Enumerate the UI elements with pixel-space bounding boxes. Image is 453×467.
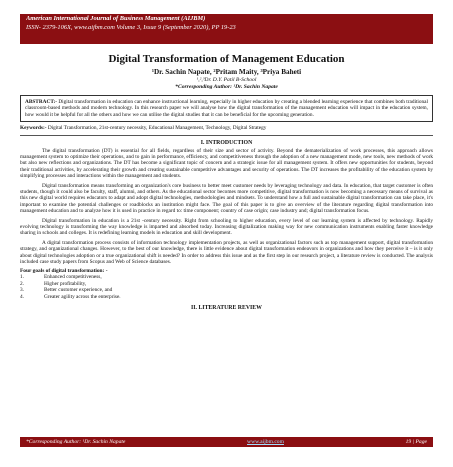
intro-paragraph-1: The digital transformation (DT) is essential for all fields, regardless of their size and sector of activity. Beyond the dematerialization of work processes, this approach allows management system to optimize their operations, and to gain in performance, efficiency, and competitiveness through the adoption of a new management mode, new tools, new methods of work but also new reflections and organizations. The DT has become a significant topic of concern and a strategic issue for all management system. It offers new opportunities for students, beyond their traditional activities, by accelerating their growth and creating sustainable competitive advantages and security of operations. The DT increases the profitability of the education system by simplifying processes and interactions within the management and students. [20, 147, 433, 180]
journal-name: American International Journal of Business Management (AIJBM) [26, 15, 206, 22]
keywords [20, 125, 433, 132]
paper-title: Digital Transformation of Management Education [108, 53, 345, 65]
page-footer [20, 437, 433, 447]
intro-paragraph-2: Digital transformation means transforming an organization's core business to better meet customer needs by leveraging technology and data. In education, that target customer is often students, though it could also be faculty, staff, alumni, and others. As the educational sector becomes more competitive, digital transformation is now becoming a necessary means of survival as this new digital world requires educators to adapt and adopt digital technologies, methodologies and mindsets. To understand how a full and sustainable digital transformation can take place, it's important to examine the potential challenges or roadblocks an institution might face. The goal of this paper is to give an overview of the literature regarding digital transformation into management education and to analyze how it is used in practice in regard to: time component; country of case origin; case industry and; digital transformation focus. [20, 182, 433, 215]
list-item: 1. Enhanced competitiveness, [20, 274, 102, 281]
section-title-literature-review: II. LITERATURE REVIEW [191, 305, 262, 312]
footer-corresponding-author: *Corresponding Author: ¹Dr. Sachin Napate [26, 439, 126, 445]
abstract-text: Digital transformation in education can enhance instructional learning, especially in higher education by creating a blended learning experience that combines both traditional classroom-based methods and modern technology. In this research paper we will analyse how the digital transformation of the management education will impact in the education system, how would it be helpful for all the others and how we can utilise the digital studies that it can be beneficial for the upcoming generation. [25, 98, 429, 118]
journal-header-band [20, 14, 433, 44]
abstract-box [20, 95, 433, 123]
intro-paragraph-4: A digital transformation process consists of information technology implementation projects, as well as organizational factors such as top management support, digital transformation strategy, and organizational changes. However, to the best of our knowledge, there is little evidence about digital transformation endeavors in organizations and how they perceive it – is it only about digital technologies adoption or a true organizational shift is needed? In order to address this issue and as the first step in our research project, a literature review is conducted. The analysis included case study papers from Scopus and Web of Science databases. [20, 239, 433, 265]
divider [20, 135, 433, 136]
footer-page-number: 19 | Page [405, 439, 427, 445]
keywords-label: Keywords:- [20, 125, 47, 131]
list-item: 3. Better customer experience, and [20, 287, 113, 294]
authors: ¹Dr. Sachin Napate, ²Pritam Maity, ³Priya Baheti [151, 68, 302, 76]
journal-issue: ISSN- 2379-106X, www.aijbm.com Volume 3, Issue 9 (September 2020), PP 19-23 [26, 23, 236, 31]
intro-paragraph-3: Digital transformation in education is a 21st -century necessity. Right from schooling to higher education, every level of our learning system is affected by technology. Rapidly evolving technology is transforming the way knowledge is imparted and absorbed today. Increasing digitalization making way for new communication instruments enabling faster knowledge sharing in schools and colleges. It is redefining learning models in education and skill development. [20, 217, 433, 237]
paper-page [0, 14, 453, 467]
list-item: 2. Higher profitability, [20, 280, 87, 287]
keywords-text: Digital Transformation, 21st-century necessity, Educational Management, Technology, Digital Strategy [47, 125, 267, 131]
abstract-label: ABSTRACT:- [25, 98, 57, 105]
section-title-introduction: I. INTRODUCTION [200, 139, 253, 146]
corresponding-author: *Corresponding Author: ¹Dr. Sachin Napate [175, 83, 278, 90]
footer-website-link[interactable]: www.aijbm.com [247, 439, 284, 445]
goals-title: Four goals of digital transformation: - [20, 268, 108, 275]
affiliation: ¹,²,³Dr. D.Y. Patil B-School [196, 76, 257, 83]
list-item: 4. Greater agility across the enterprise. [20, 293, 121, 300]
goals-list [20, 274, 433, 300]
